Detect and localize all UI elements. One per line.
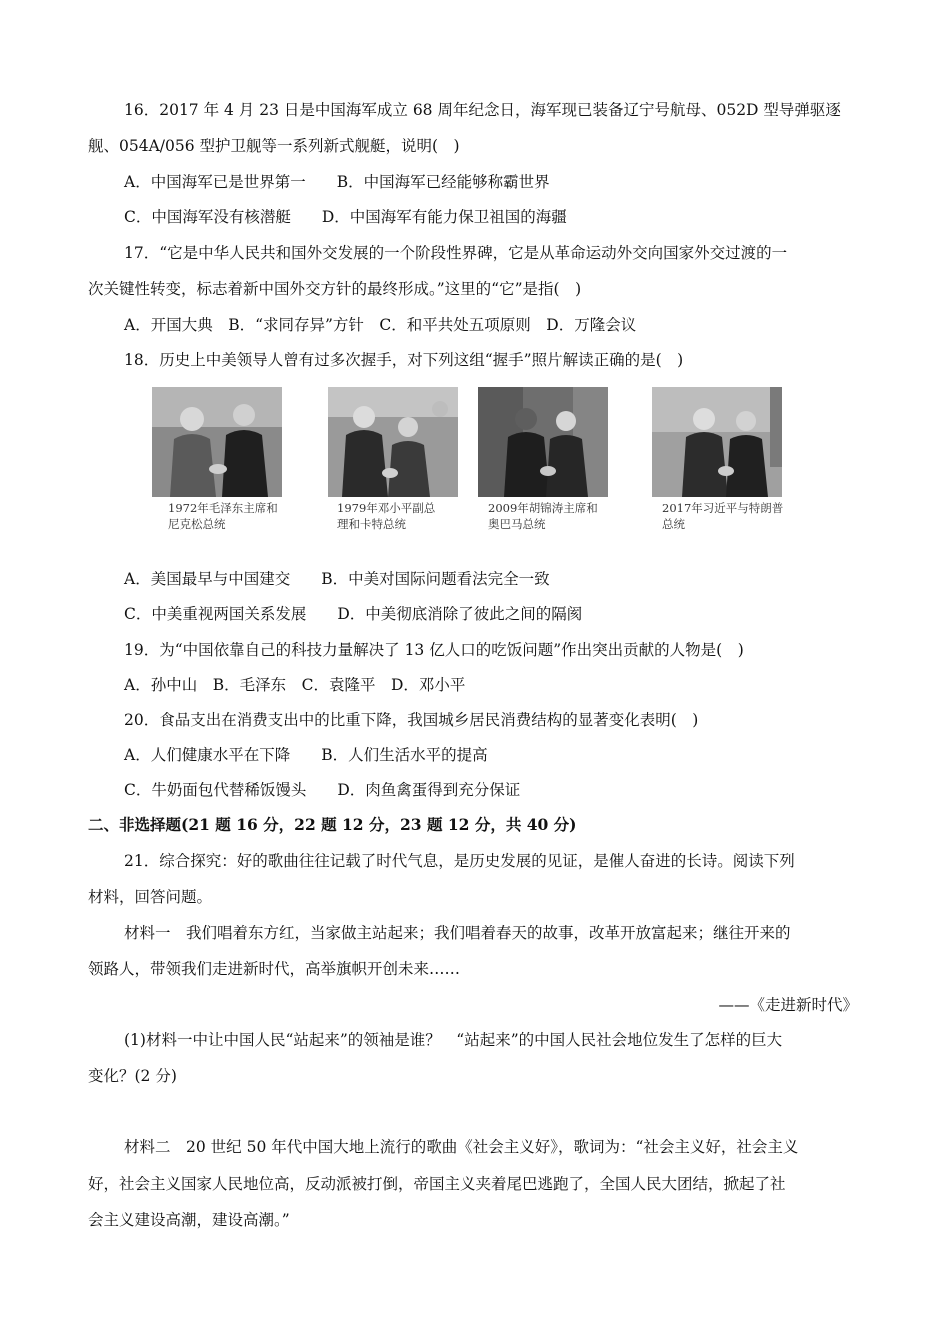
- q20-options-ab: A．人们健康水平在下降 B．人们生活水平的提高: [124, 746, 488, 764]
- photo-mao-nixon: [152, 387, 282, 497]
- material-2-line2: 好，社会主义国家人民地位高，反动派被打倒，帝国主义夹着尾巴逃跑了，全国人民大团结，掀起了社: [88, 1175, 786, 1193]
- photo-caption-2: [337, 500, 477, 532]
- material-2-line3: 会主义建设高潮，建设高潮。”: [88, 1211, 290, 1229]
- caption-3-line2: 奥巴马总统: [488, 517, 546, 531]
- caption-1-line2: 尼克松总统: [168, 517, 226, 531]
- q17-stem-line2: 次关键性转变，标志着新中国外交方针的最终形成。”这里的“它”是指( ): [88, 280, 582, 298]
- photo-xi-trump: [652, 387, 782, 497]
- q16-options-ab: A．中国海军已是世界第一 B．中国海军已经能够称霸世界: [124, 173, 550, 191]
- q16-options-cd: C．中国海军没有核潜艇 D．中国海军有能力保卫祖国的海疆: [124, 208, 567, 226]
- photo-deng-carter: [328, 387, 458, 497]
- material-1-line1: 材料一 我们唱着东方红，当家做主站起来；我们唱着春天的故事，改革开放富起来；继往开来的: [124, 924, 791, 942]
- material-1-line2: 领路人，带领我们走进新时代，高举旗帜开创未来……: [88, 960, 461, 978]
- caption-2-line2: 理和卡特总统: [337, 517, 406, 531]
- q16-stem-line2: 舰、054A/056 型护卫舰等一系列新式舰艇，说明( ): [88, 137, 460, 155]
- q18-stem: 18．历史上中美领导人曾有过多次握手，对下列这组“握手”照片解读正确的是( ): [124, 351, 684, 369]
- q16-stem-line1: 16．2017 年 4 月 23 日是中国海军成立 68 周年纪念日，海军现已装备辽宁号航母、052D 型导弹驱逐: [124, 101, 841, 119]
- q21-part1-line2: 变化？(2 分): [88, 1067, 177, 1085]
- q19-options: A．孙中山 B．毛泽东 C．袁隆平 D．邓小平: [124, 676, 466, 694]
- q17-stem-line1: 17．“它是中华人民共和国外交发展的一个阶段性界碑，它是从革命运动外交向国家外交过渡的一: [124, 244, 788, 262]
- caption-1-line1: 1972年毛泽东主席和: [168, 501, 278, 515]
- q18-options-cd: C．中美重视两国关系发展 D．中美彻底消除了彼此之间的隔阂: [124, 605, 583, 623]
- material-2-line1: 材料二 20 世纪 50 年代中国大地上流行的歌曲《社会主义好》，歌词为：“社会主义好，社会主义: [124, 1138, 799, 1156]
- caption-4-line2: 总统: [662, 517, 685, 531]
- q17-options: A．开国大典 B．“求同存异”方针 C．和平共处五项原则 D．万隆会议: [124, 316, 637, 334]
- q21-stem-line2: 材料，回答问题。: [88, 888, 213, 906]
- caption-2-line1: 1979年邓小平副总: [337, 501, 436, 515]
- section-2-heading: 二、非选择题(21 题 16 分，22 题 12 分，23 题 12 分，共 40 分): [88, 815, 577, 834]
- q18-options-ab: A．美国最早与中国建交 B．中美对国际问题看法完全一致: [124, 570, 550, 588]
- material-1-source: ——《走进新时代》: [718, 996, 858, 1014]
- q21-stem-line1: 21．综合探究：好的歌曲往往记载了时代气息，是历史发展的见证，是催人奋进的长诗。阅读下列: [124, 852, 795, 870]
- caption-3-line1: 2009年胡锦涛主席和: [488, 501, 598, 515]
- caption-4-line1: 2017年习近平与特朗普: [662, 501, 784, 515]
- q19-stem: 19．为“中国依靠自己的科技力量解决了 13 亿人口的吃饭问题”作出突出贡献的人物是( ): [124, 641, 744, 659]
- photo-caption-3: [488, 500, 628, 532]
- photo-caption-1: [168, 500, 308, 532]
- photo-hu-obama: [478, 387, 608, 497]
- q21-part1-line1: (1)材料一中让中国人民“站起来”的领袖是谁？ “站起来”的中国人民社会地位发生了怎样的巨大: [124, 1031, 783, 1049]
- photo-caption-4: [662, 500, 802, 532]
- q20-stem: 20．食品支出在消费支出中的比重下降，我国城乡居民消费结构的显著变化表明( ): [124, 711, 699, 729]
- q20-options-cd: C．牛奶面包代替稀饭馒头 D．肉鱼禽蛋得到充分保证: [124, 781, 521, 799]
